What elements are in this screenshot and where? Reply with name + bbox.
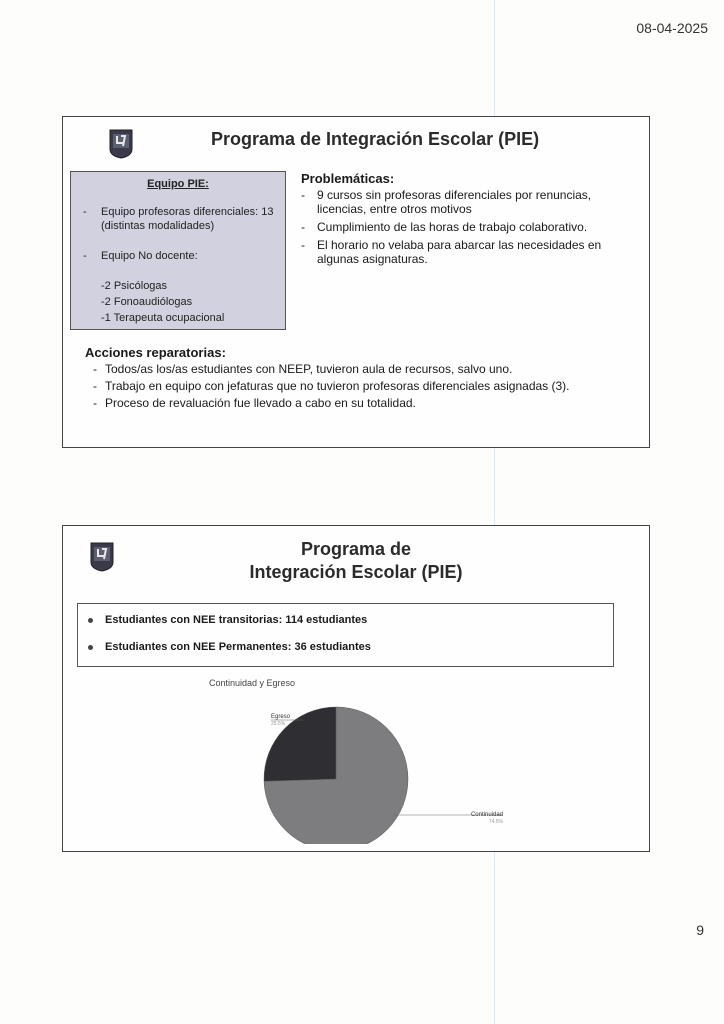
problematica-item: - Cumplimiento de las horas de trabajo colaborativo. <box>301 220 588 234</box>
pie-chart <box>203 674 503 844</box>
equipo-item-1-line2: (distintas modalidades) <box>101 220 215 232</box>
stats-box <box>77 603 614 667</box>
equipo-sub-item: -2 Fonoaudiólogas <box>101 296 193 308</box>
slide-2-title-line2: Integración Escolar (PIE) <box>249 562 463 582</box>
slide-1-title: Programa de Integración Escolar (PIE) <box>211 129 540 149</box>
bullet-icon <box>88 618 93 623</box>
page-number: 9 <box>696 922 704 938</box>
continuidad-value-label: 74.5% <box>488 819 503 825</box>
stat-item: Estudiantes con NEE transitorias: 114 estudiantes <box>88 614 367 626</box>
chart-title: Continuidad y Egreso <box>209 678 296 688</box>
acciones-heading: Acciones reparatorias: <box>85 345 226 360</box>
problematica-item: - 9 cursos sin profesoras diferenciales por renuncias, licencias, entre otros motivos <box>301 188 592 216</box>
equipo-pie-box <box>70 171 286 330</box>
slide-1 <box>62 116 650 448</box>
problematicas-section <box>301 171 641 270</box>
slide-2-title <box>63 538 649 584</box>
accion-item: - Trabajo en equipo con jefaturas que no tuvieron profesoras diferenciales asignadas (3). <box>93 379 570 393</box>
equipo-item-1-line1: Equipo profesoras diferenciales: 13 <box>101 206 274 218</box>
continuidad-label: Continuidad <box>470 812 503 818</box>
egreso-value-label: 25.5% <box>271 721 286 727</box>
problematica-item: - El horario no velaba para abarcar las necesidades en algunas asignaturas. <box>301 238 602 266</box>
pie-chart-svg <box>203 674 503 844</box>
stat-item: Estudiantes con NEE Permanentes: 36 estudiantes <box>88 641 371 653</box>
acciones-section <box>85 345 645 413</box>
equipo-item-2: - Equipo No docente: <box>83 250 198 262</box>
equipo-sub-item: -1 Terapeuta ocupacional <box>101 312 225 324</box>
equipo-item-2-label: Equipo No docente: <box>101 250 198 262</box>
document-date: 08-04-2025 <box>636 20 708 36</box>
equipo-heading: Equipo PIE: <box>147 178 209 190</box>
equipo-item-1: - Equipo profesoras diferenciales: 13 <box>83 206 274 218</box>
bullet-icon <box>88 645 93 650</box>
accion-item: - Proceso de revaluación fue llevado a cabo en su totalidad. <box>93 396 416 410</box>
egreso-label: Egreso <box>271 714 291 720</box>
school-logo-icon <box>108 127 134 159</box>
slide-2 <box>62 525 650 852</box>
accion-item: - Todos/as los/as estudiantes con NEEP, tuvieron aula de recursos, salvo uno. <box>93 362 513 376</box>
equipo-sub-item: -2 Psicólogas <box>101 280 168 292</box>
problematicas-heading: Problemáticas: <box>301 171 395 186</box>
slide-2-title-line1: Programa de <box>300 539 412 559</box>
